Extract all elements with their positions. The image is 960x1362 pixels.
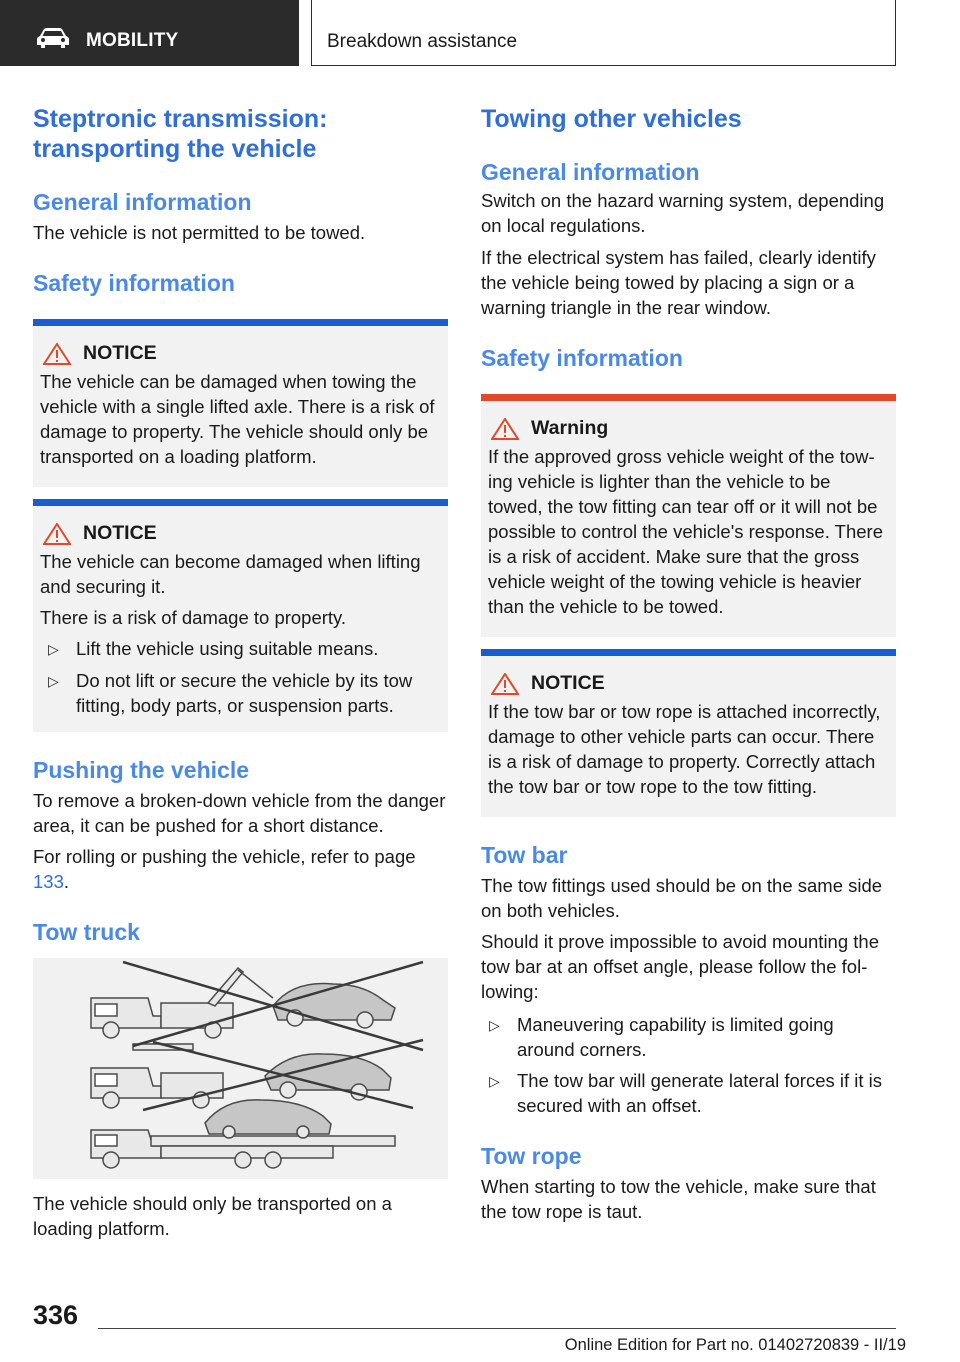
subheading-safety-information: Safety information: [33, 270, 235, 296]
notice-text: There is a risk of damage to property.: [40, 607, 347, 628]
subheading-general-information: General information: [33, 189, 252, 215]
section-heading-steptronic: Steptronic transmission: transporting the vehicle: [33, 105, 328, 163]
subheading-tow-bar: Tow bar: [481, 842, 568, 868]
warning-box: [481, 394, 896, 637]
notice-title: NOTICE: [531, 672, 605, 694]
list-item: ▷ Do not lift or secure the vehicle by its tow fitting, body parts, or suspension parts.: [40, 668, 441, 718]
tow-bar-text: Should it prove impossible to avoid mounting the tow bar at an offset angle, please follow the following:: [481, 931, 879, 1002]
chapter-title: Breakdown assistance: [327, 31, 518, 52]
tow-rope-text: When starting to tow the vehicle, make sure that the tow rope is taut.: [481, 1176, 876, 1222]
tow-truck-caption: The vehicle should only be transported on a loading platform.: [33, 1193, 392, 1239]
right-column: [481, 100, 896, 1224]
tow-truck-illustration: [33, 958, 448, 1179]
notice-text: If the tow bar or tow rope is attached incorrectly, damage to other vehicle parts can occur. There is a risk of damage to property. Correctly attach the tow bar or tow rope to the tow fitting.: [488, 701, 881, 797]
notice-text: The vehicle can be damaged when towing the vehicle with a single lifted axle. There is a risk of damage to property. The vehicle should only be transported on a loading platform.: [40, 371, 435, 467]
page-link[interactable]: 133: [33, 871, 64, 892]
tow-truck-diagram: [33, 958, 448, 1179]
car-icon: [36, 27, 70, 49]
notice-box: [33, 499, 448, 732]
list-item: ▷ The tow bar will generate lateral forces if it is secured with an offset.: [481, 1068, 896, 1118]
general-info-text: If the electrical system has failed, clearly identify the vehicle being towed by placing a sign or a warning triangle in the rear window.: [481, 247, 876, 318]
subheading-general-information: General information: [481, 159, 700, 185]
notice-box: [33, 319, 448, 487]
bullet-triangle-icon: ▷: [489, 1073, 500, 1089]
tow-bar-text: The tow fittings used should be on the same side on both vehicles.: [481, 875, 883, 921]
list-item: ▷ Lift the vehicle using suitable means.: [40, 636, 441, 662]
section-tab: [0, 0, 299, 66]
edition-note: Online Edition for Part no. 01402720839 - II/19: [564, 1336, 906, 1354]
subheading-safety-information: Safety information: [481, 345, 683, 371]
page-header: [0, 0, 960, 66]
warning-triangle-icon: [491, 673, 519, 695]
notice-box: [481, 649, 896, 817]
subheading-tow-rope: Tow rope: [481, 1143, 582, 1169]
rolling-text: For rolling or pushing the vehicle, refer to page 133.: [33, 846, 416, 892]
list-item: ▷ Maneuvering capability is limited going around corners.: [481, 1012, 896, 1062]
page-number: 336: [33, 1300, 79, 1330]
notice-title: NOTICE: [83, 342, 157, 364]
pushing-text: To remove a broken-down vehicle from the danger area, it can be pushed for a short distance.: [33, 790, 446, 836]
warning-title: Warning: [531, 417, 609, 439]
warning-triangle-icon: [491, 418, 519, 440]
notice-title: NOTICE: [83, 522, 157, 544]
warning-triangle-icon: [43, 343, 71, 365]
chapter-tab: [311, 0, 896, 66]
section-heading-towing-other-vehicles: Towing other vehicles: [481, 105, 742, 133]
bullet-triangle-icon: ▷: [48, 641, 59, 657]
section-title: MOBILITY: [86, 30, 179, 51]
bullet-triangle-icon: ▷: [48, 673, 59, 689]
warning-triangle-icon: [43, 523, 71, 545]
warning-text: If the approved gross vehicle weight of the towing vehicle is lighter than the vehicle to be towed, the tow fitting can tear off or it will not be possible to control the vehicle's response. There is a risk of accident. Make sure that the gross vehicle weight of the towing vehicle is heavier than the vehicle to be towed.: [488, 446, 883, 617]
subheading-tow-truck: Tow truck: [33, 919, 140, 945]
bullet-triangle-icon: ▷: [489, 1017, 500, 1033]
general-info-text: The vehicle is not permitted to be towed.: [33, 222, 366, 243]
notice-text: The vehicle can become damaged when lifting and securing it.: [40, 551, 421, 597]
left-column: [33, 100, 448, 1241]
general-info-text: Switch on the hazard warning system, depending on local regulations.: [481, 190, 885, 236]
subheading-pushing-vehicle: Pushing the vehicle: [33, 757, 249, 783]
footer-divider: [98, 1328, 896, 1329]
